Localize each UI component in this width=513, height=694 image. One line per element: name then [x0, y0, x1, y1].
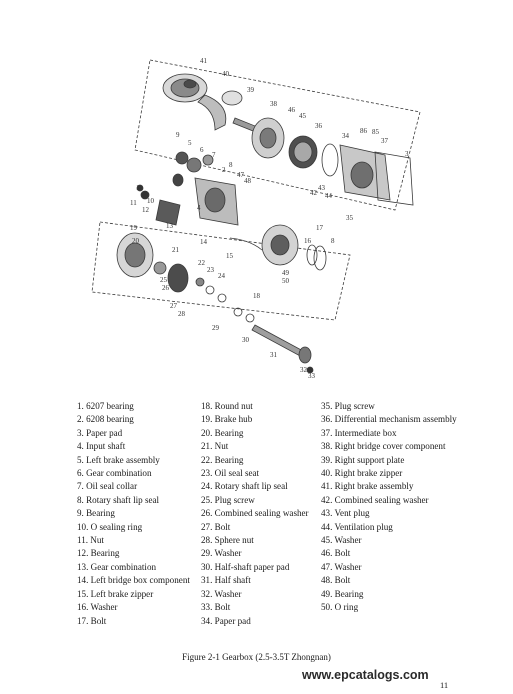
- watermark[interactable]: www.epcatalogs.com: [302, 668, 429, 682]
- part-entry: 41. Right brake assembly: [321, 481, 414, 492]
- part-entry: 19. Brake hub: [201, 414, 253, 425]
- svg-text:20: 20: [132, 237, 139, 245]
- svg-text:45: 45: [299, 112, 306, 120]
- svg-text:39: 39: [247, 86, 254, 94]
- figure-caption: Figure 2-1 Gearbox (2.5-3.5T Zhongnan): [182, 652, 331, 662]
- part-entry: 34. Paper pad: [201, 615, 251, 626]
- svg-text:25: 25: [160, 276, 167, 284]
- svg-text:17: 17: [316, 224, 323, 232]
- svg-text:43: 43: [318, 184, 325, 192]
- svg-text:16: 16: [304, 237, 311, 245]
- svg-text:28: 28: [178, 310, 185, 318]
- half-shaft-drawing: [252, 325, 305, 357]
- svg-text:1: 1: [136, 184, 140, 192]
- svg-text:37: 37: [381, 137, 388, 145]
- part-entry: 31. Half shaft: [201, 575, 251, 586]
- sphere-nut-drawing: [168, 264, 188, 292]
- svg-text:86: 86: [360, 127, 367, 135]
- part-entry: 4. Input shaft: [77, 441, 126, 452]
- svg-text:31: 31: [270, 351, 277, 359]
- parts-list-column-1: [77, 400, 190, 628]
- svg-text:48: 48: [244, 177, 251, 185]
- part-entry: 3. Paper pad: [77, 427, 123, 438]
- svg-text:7: 7: [212, 151, 216, 159]
- part-entry: 23. Oil seal seat: [201, 468, 260, 479]
- part-entry: 45. Washer: [321, 535, 362, 546]
- svg-text:24: 24: [218, 272, 225, 280]
- part-entry: 14. Left bridge box component: [77, 575, 190, 586]
- part-entry: 48. Bolt: [321, 575, 351, 586]
- part-entry: 24. Rotary shaft lip seal: [201, 481, 288, 492]
- part-entry: 29. Washer: [201, 548, 242, 559]
- svg-text:23: 23: [207, 266, 214, 274]
- parts-list-column-2: [201, 400, 309, 628]
- part-entry: 28. Sphere nut: [201, 535, 254, 546]
- part-entry: 16. Washer: [77, 602, 118, 613]
- svg-text:49: 49: [282, 269, 289, 277]
- svg-text:12: 12: [142, 206, 149, 214]
- svg-text:29: 29: [212, 324, 219, 332]
- part-entry: 27. Bolt: [201, 521, 231, 532]
- part-entry: 25. Plug screw: [201, 494, 255, 505]
- part-entry: 6. Gear combination: [77, 468, 152, 479]
- part-entry: 50. O ring: [321, 602, 359, 613]
- svg-text:26: 26: [162, 284, 169, 292]
- svg-text:10: 10: [147, 197, 154, 205]
- svg-text:18: 18: [253, 292, 260, 300]
- part-entry: 30. Half-shaft paper pad: [201, 561, 290, 572]
- part-entry: 17. Bolt: [77, 615, 107, 626]
- svg-text:6: 6: [200, 146, 204, 154]
- part-entry: 36. Differential mechanism assembly: [321, 414, 457, 425]
- svg-text:35: 35: [346, 214, 353, 222]
- part-entry: 44. Ventilation plug: [321, 521, 393, 532]
- part-entry: 11. Nut: [77, 535, 104, 546]
- svg-text:32: 32: [300, 366, 307, 374]
- part-entry: 9. Bearing: [77, 508, 115, 519]
- svg-text:27: 27: [170, 302, 177, 310]
- part-entry: 42. Combined sealing washer: [321, 494, 429, 505]
- svg-text:34: 34: [342, 132, 349, 140]
- part-entry: 26. Combined sealing washer: [201, 508, 309, 519]
- part-entry: 37. Intermediate box: [321, 427, 397, 438]
- svg-text:33: 33: [308, 372, 315, 380]
- svg-text:30: 30: [242, 336, 249, 344]
- svg-text:38: 38: [270, 100, 277, 108]
- part-entry: 38. Right bridge cover component: [321, 441, 446, 452]
- svg-text:13: 13: [166, 222, 173, 230]
- brake-zipper-drawing: [198, 95, 226, 130]
- part-entry: 22. Bearing: [201, 454, 244, 465]
- svg-text:47: 47: [237, 171, 244, 179]
- svg-text:9: 9: [176, 131, 180, 139]
- parts-list-column-3: [321, 400, 457, 615]
- right-brake-assembly-drawing: [163, 74, 207, 102]
- svg-text:41: 41: [200, 57, 207, 65]
- svg-text:15: 15: [226, 252, 233, 260]
- part-entry: 32. Washer: [201, 588, 242, 599]
- part-entry: 21. Nut: [201, 441, 229, 452]
- part-entry: 8. Rotary shaft lip seal: [77, 494, 160, 505]
- part-entry: 46. Bolt: [321, 548, 351, 559]
- part-entry: 13. Gear combination: [77, 561, 157, 572]
- svg-text:11: 11: [130, 199, 137, 207]
- part-entry: 15. Left brake zipper: [77, 588, 154, 599]
- part-entry: 12. Bearing: [77, 548, 120, 559]
- part-entry: 18. Round nut: [201, 401, 253, 411]
- svg-text:22: 22: [198, 259, 205, 267]
- part-entry: 35. Plug screw: [321, 401, 375, 411]
- page-number: 11: [440, 680, 449, 690]
- svg-text:50: 50: [282, 277, 289, 285]
- svg-text:4: 4: [197, 204, 201, 212]
- svg-text:8: 8: [229, 161, 233, 169]
- part-entry: 47. Washer: [321, 561, 362, 572]
- part-entry: 43. Vent plug: [321, 508, 370, 519]
- part-entry: 1. 6207 bearing: [77, 401, 134, 411]
- part-entry: 2. 6208 bearing: [77, 414, 134, 425]
- svg-text:19: 19: [130, 224, 137, 232]
- svg-text:40: 40: [222, 70, 229, 78]
- part-entry: 20. Bearing: [201, 427, 244, 438]
- svg-text:3: 3: [405, 150, 409, 158]
- svg-text:21: 21: [172, 246, 179, 254]
- svg-text:44: 44: [325, 192, 332, 200]
- part-entry: 7. Oil seal collar: [77, 481, 138, 492]
- svg-text:2: 2: [222, 166, 226, 174]
- svg-text:36: 36: [315, 122, 322, 130]
- part-entry: 10. O sealing ring: [77, 521, 143, 532]
- svg-text:8: 8: [331, 237, 335, 245]
- svg-text:5: 5: [188, 139, 192, 147]
- svg-text:14: 14: [200, 238, 207, 246]
- part-entry: 39. Right support plate: [321, 454, 405, 465]
- part-entry: 40. Right brake zipper: [321, 468, 403, 479]
- svg-text:85: 85: [372, 128, 379, 136]
- svg-text:46: 46: [288, 106, 295, 114]
- part-entry: 49. Bearing: [321, 588, 364, 599]
- part-entry: 33. Bolt: [201, 602, 231, 613]
- part-entry: 5. Left brake assembly: [77, 454, 160, 465]
- svg-text:42: 42: [310, 189, 317, 197]
